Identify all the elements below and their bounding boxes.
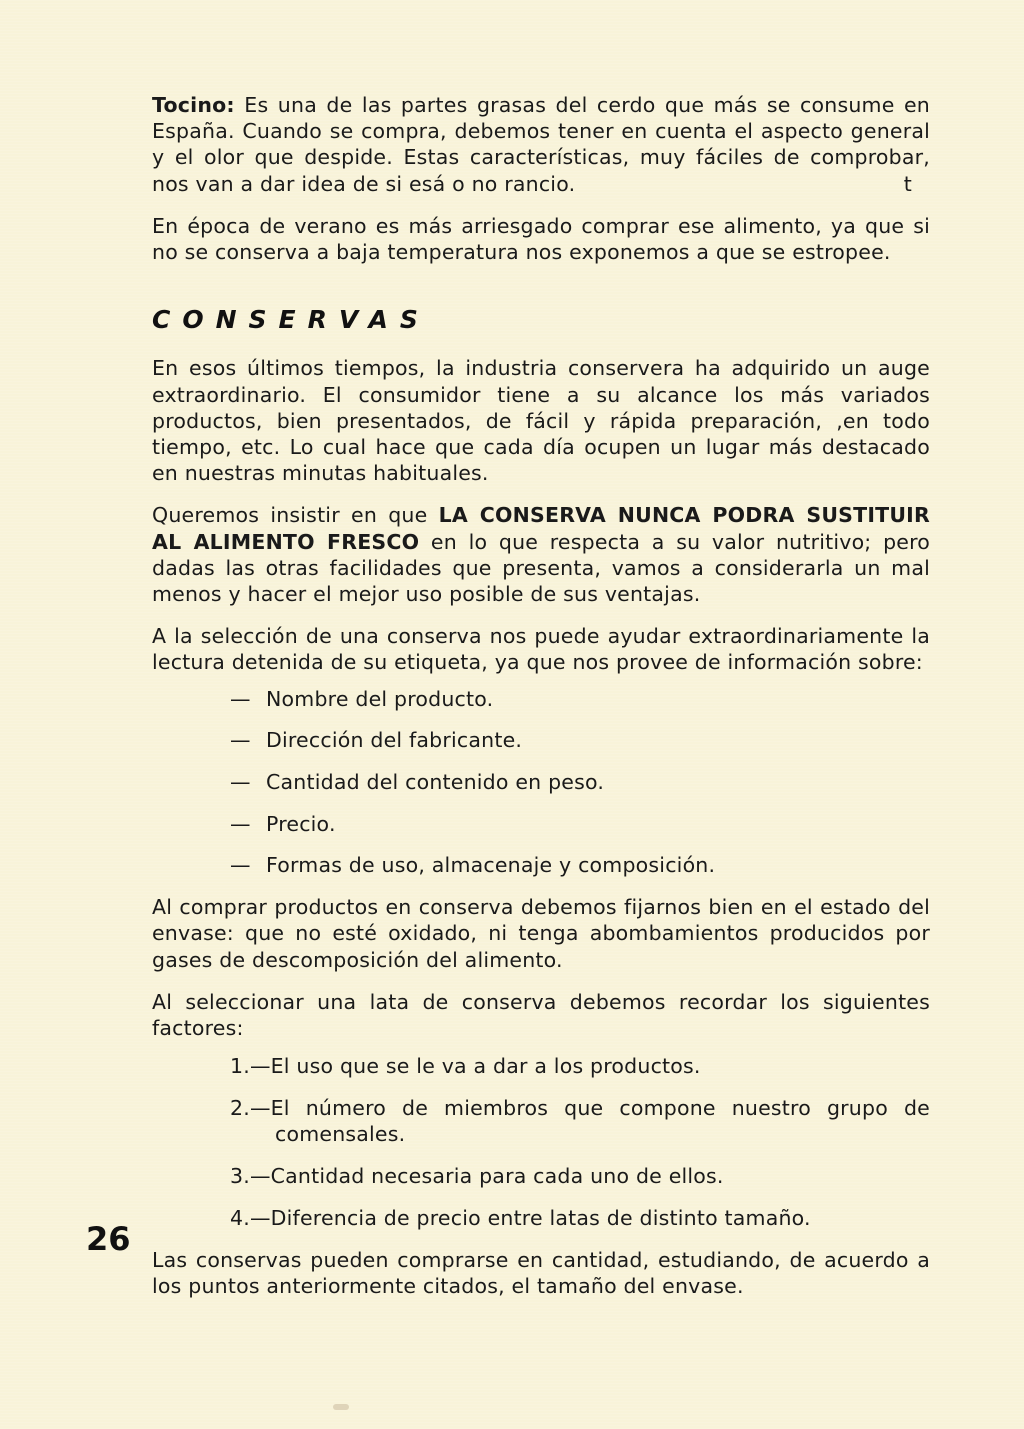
insistir-bold: LA CONSERVA NUNCA PODRA SUSTITUIR AL ALIMENTO FRESCO (152, 503, 930, 554)
list-item: 4.—Diferencia de precio entre latas de distinto tamaño. (230, 1205, 811, 1230)
dash-mark: — (230, 853, 251, 878)
section-title: CONSERVAS (152, 305, 430, 335)
label-info-list (152, 686, 930, 879)
insistir-start: Queremos insistir en que (152, 503, 428, 528)
paper-smudge (333, 1404, 349, 1410)
insistir-end: en lo que respecta a su valor nutritivo; pero dadas las otras facilidades que presenta, vamos a considerarla un mal menos y hacer el mejor uso posible de sus ventajas. (152, 529, 931, 607)
list-item: — Dirección del fabricante. (230, 728, 523, 753)
tocino-label: Tocino: (152, 93, 235, 117)
dash-mark: — (230, 686, 251, 711)
list-item: 1.—El uso que se le va a dar a los productos. (230, 1054, 701, 1079)
list-item: — Formas de uso, almacenaje y composición. (230, 853, 716, 878)
factors-list (152, 1053, 930, 1231)
list-item: — Precio. (230, 811, 336, 836)
list-item: — Cantidad del contenido en peso. (230, 770, 605, 795)
paragraph-tocino (152, 92, 930, 197)
paragraph-factores: Al seleccionar una lata de conserva debemos recordar los siguientes factores: (152, 989, 930, 1040)
list-item: — Nombre del producto. (230, 686, 494, 711)
page-number: 26 (86, 1220, 131, 1258)
paragraph-industria: En esos últimos tiempos, la industria conservera ha adquirido un auge extraordinario. El consumidor tiene a su alcance los más variados productos, bien presentados, de fácil y rápida preparación, ,en todo tiempo, etc. Lo cual hace que cada día ocupen un lugar más destacado en nuestras minutas habituales. (152, 356, 930, 486)
paragraph-insistir (152, 502, 930, 607)
page-content (152, 92, 930, 1299)
dash-mark: — (230, 728, 251, 753)
tocino-text: Es una de las partes grasas del cerdo que más se consume en España. Cuando se compra, debemos tener en cuenta el aspecto general y el olor que despide. Estas características, muy fáciles de comprobar, nos van a dar idea de si esá o no rancio. (152, 93, 930, 196)
stray-mark: t (903, 171, 912, 196)
paragraph-etiqueta: A la selección de una conserva nos puede ayudar extraordinariamente la lectura detenida de su etiqueta, ya que nos provee de información sobre: (152, 624, 930, 675)
dash-mark: — (230, 770, 251, 795)
list-item: 2.—El número de miembros que compone nuestro grupo de comensales. (230, 1095, 930, 1147)
list-item: 3.—Cantidad necesaria para cada uno de ellos. (230, 1163, 724, 1188)
paragraph-envase: Al comprar productos en conserva debemos fijarnos bien en el estado del envase: que no esté oxidado, ni tenga abombamientos producidos por gases de descomposición del alimento. (152, 895, 930, 972)
paragraph-cantidad: Las conservas pueden comprarse en cantidad, estudiando, de acuerdo a los puntos anteriormente citados, el tamaño del envase. (152, 1247, 930, 1298)
paragraph-verano: En época de verano es más arriesgado comprar ese alimento, ya que si no se conserva a baja temperatura nos exponemos a que se estropee. (152, 213, 930, 265)
dash-mark: — (230, 811, 251, 836)
